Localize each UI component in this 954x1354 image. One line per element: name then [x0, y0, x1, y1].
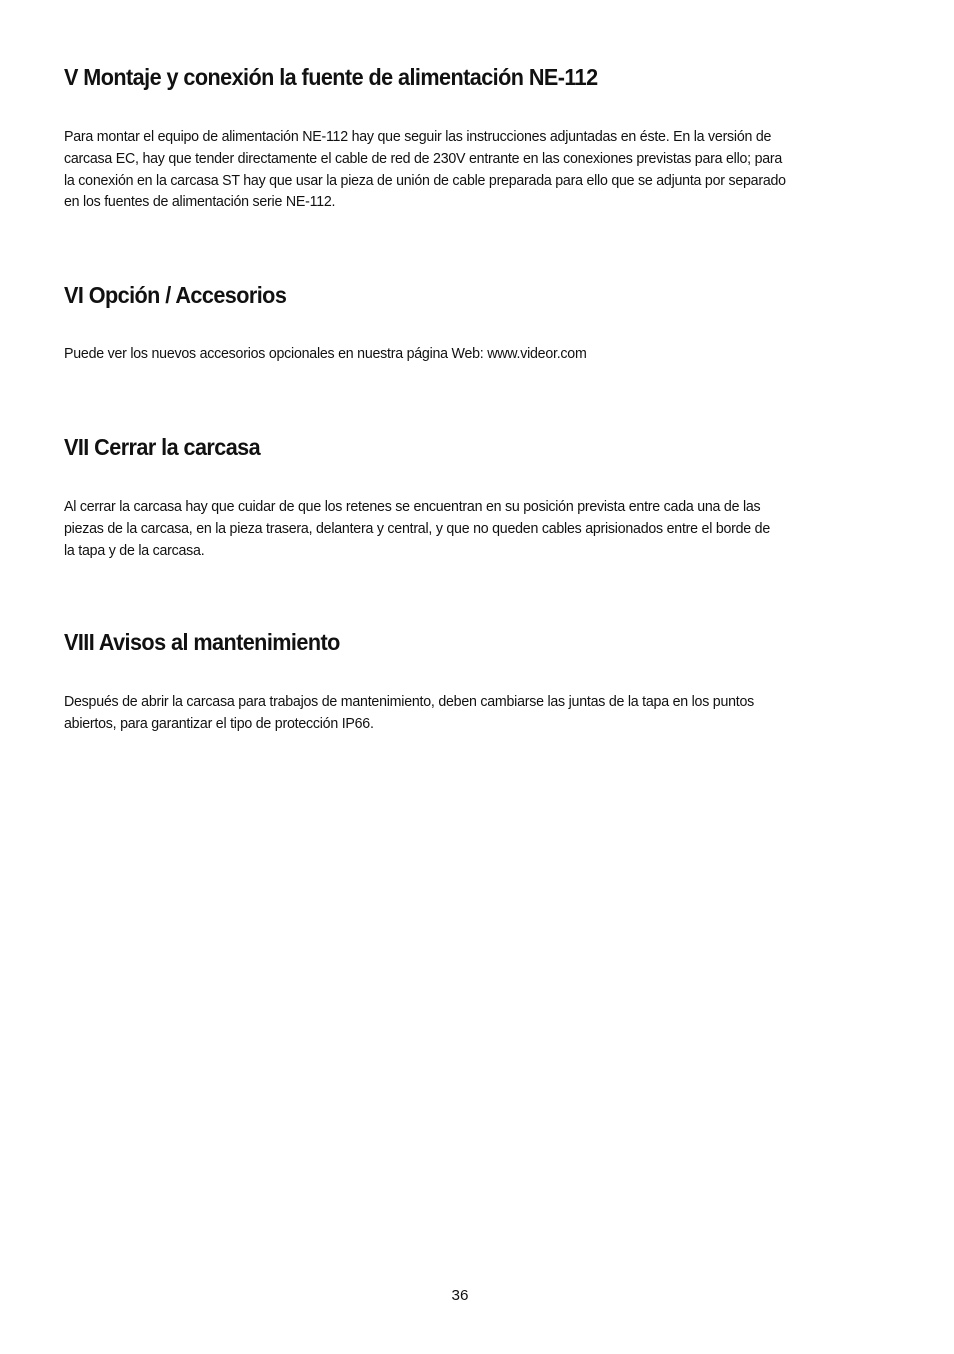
section-heading-v: V Montaje y conexión la fuente de alimentación NE-112 — [64, 64, 598, 90]
paragraph-line: la tapa y de la carcasa. — [64, 541, 205, 559]
paragraph-line: en los fuentes de alimentación serie NE-112. — [64, 193, 336, 211]
section-heading-vii: VII Cerrar la carcasa — [64, 434, 261, 460]
paragraph-line: Puede ver los nuevos accesorios opcionales en nuestra página Web: www.videor.com — [64, 345, 587, 362]
section-heading-viii: VIII Avisos al mantenimiento — [64, 629, 340, 655]
page-number: 36 — [451, 1287, 469, 1304]
paragraph-line: abiertos, para garantizar el tipo de protección IP66. — [64, 714, 374, 732]
paragraph-line: piezas de la carcasa, en la pieza trasera, delantera y central, y que no queden cables aprisionados entre el borde de — [64, 519, 771, 537]
paragraph-line: Después de abrir la carcasa para trabajos de mantenimiento, deben cambiarse las juntas de la tapa en los puntos — [64, 693, 755, 710]
section-paragraph-v — [64, 126, 840, 213]
section-heading-vi: VI Opción / Accesorios — [64, 282, 287, 308]
paragraph-line: Al cerrar la carcasa hay que cuidar de que los retenes se encuentran en su posición prevista entre cada una de las — [64, 498, 761, 515]
paragraph-line: Para montar el equipo de alimentación NE-112 hay que seguir las instrucciones adjuntadas en éste. En la versión de — [64, 128, 772, 145]
section-paragraph-viii — [64, 691, 840, 735]
section-paragraph-vii — [64, 496, 840, 561]
paragraph-line: la conexión en la carcasa ST hay que usar la pieza de unión de cable preparada para ello que se adjunta por separado — [64, 171, 786, 189]
paragraph-line: carcasa EC, hay que tender directamente el cable de red de 230V entrante en las conexiones previstas para ello; para — [64, 149, 783, 167]
section-paragraph-vi — [64, 343, 840, 365]
